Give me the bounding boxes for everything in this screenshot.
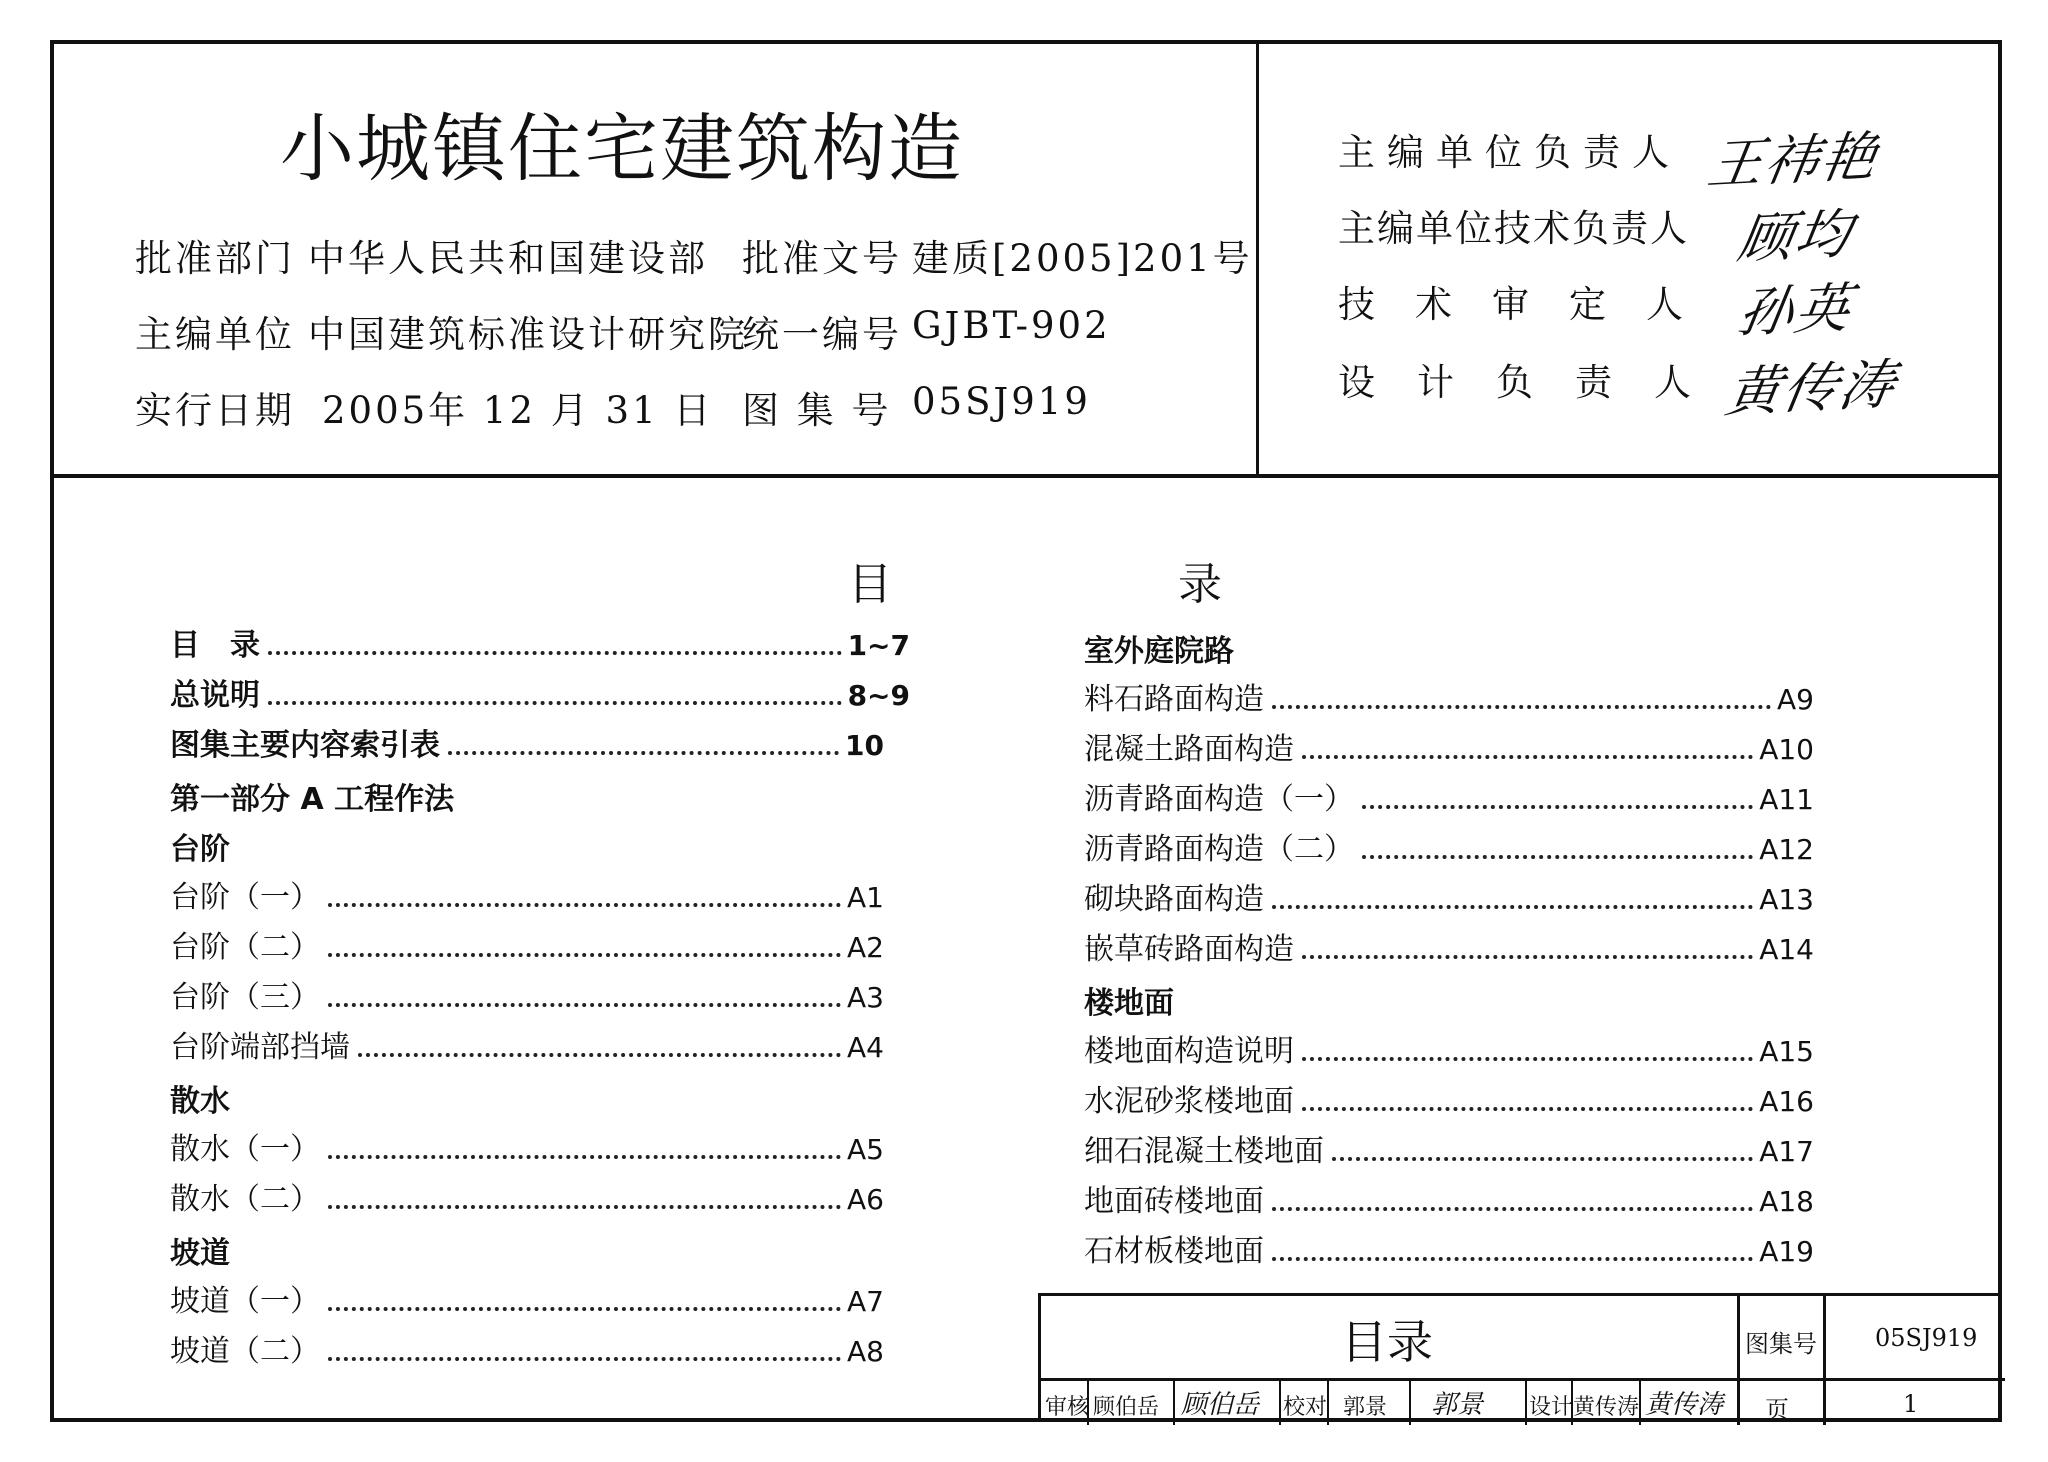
approval-dept-value: 中华人民共和国建设部 [308,237,708,280]
cell-divider [1173,1378,1175,1425]
leader-dots [358,1053,841,1057]
toc-entry-page: A13 [1759,883,1814,916]
toc-entry-page: A3 [847,981,884,1014]
leader-dots [328,1357,841,1361]
editor-unit-value: 中国建筑标准设计研究院 [308,313,748,356]
toc-entry[interactable] [170,872,884,916]
chief-unit-head-label: 主编单位负责人 [1338,131,1681,174]
toc-entry[interactable] [170,670,910,714]
toc-heading-right: 录 [1178,559,1222,610]
toc-entry[interactable] [1084,1126,1814,1170]
title-block-col-divider [1823,1296,1826,1425]
atlas-value: 05SJ919 [1875,1324,1978,1352]
design-head-label: 设计负责人 [1338,361,1733,404]
toc-entry-page: A6 [847,1183,884,1216]
toc-entry-label: 砌块路面构造 [1084,882,1264,917]
toc-section: 室外庭院路 [1084,634,1234,669]
leader-dots [328,953,841,957]
toc-entry-label: 坡道（二） [170,1334,320,1369]
toc-entry[interactable] [1084,774,1814,818]
reviewer-signature: 顾伯岳 [1181,1390,1260,1420]
signature-tech-approver: 孙英 [1733,276,1857,345]
toc-entry-page: A8 [847,1335,884,1368]
checker-signature: 郭景 [1431,1390,1484,1420]
signature-chief-unit-head: 王祎艳 [1703,124,1884,197]
toc-entry-page: A11 [1759,783,1814,816]
title-block-name: 目录 [1341,1315,1433,1369]
toc-entry-page: A18 [1759,1185,1814,1218]
page-value: 1 [1903,1390,1919,1418]
toc-entry-page: 10 [845,729,884,762]
leader-dots [1272,1257,1753,1261]
toc-entry[interactable] [1084,924,1814,968]
toc-entry-page: A15 [1759,1035,1814,1068]
toc-entry-label: 台阶端部挡墙 [170,1030,350,1065]
toc-entry-page: A14 [1759,933,1814,966]
leader-dots [268,701,842,705]
unified-number-value: GJBT-902 [912,304,1111,347]
checker-name: 郭景 [1343,1395,1388,1420]
toc-entry[interactable] [1084,1076,1814,1120]
designer-name: 黄传涛 [1573,1395,1640,1420]
check-label: 校对 [1283,1395,1328,1420]
toc-entry-page: A17 [1759,1135,1814,1168]
toc-entry-label: 细石混凝土楼地面 [1084,1134,1324,1169]
toc-section: 坡道 [170,1236,230,1271]
toc-entry[interactable] [1084,1176,1814,1220]
header-vertical-divider [1256,40,1259,476]
toc-entry-label: 台阶（三） [170,980,320,1015]
toc-entry-label: 总说明 [170,678,260,713]
toc-entry-label: 沥青路面构造（一） [1084,782,1354,817]
approval-number-value: 建质[2005]201号 [912,237,1253,280]
toc-entry[interactable] [1084,1226,1814,1270]
cell-divider [1409,1378,1411,1425]
leader-dots [328,1155,841,1159]
leader-dots [1362,805,1753,809]
toc-entry[interactable] [170,1276,884,1320]
unified-number-label: 统一编号 [742,313,902,356]
toc-entry-page: A5 [847,1133,884,1166]
leader-dots [328,1003,841,1007]
toc-entry[interactable] [170,720,884,764]
toc-entry-label: 目 录 [170,628,260,663]
toc-entry-label: 散水（一） [170,1132,320,1167]
toc-entry-label: 地面砖楼地面 [1084,1184,1264,1219]
toc-entry-page: A10 [1759,733,1814,766]
toc-section: 散水 [170,1084,230,1119]
cell-divider [1525,1378,1527,1425]
toc-entry[interactable] [170,620,910,664]
leader-dots [1362,855,1753,859]
toc-entry-page: A7 [847,1285,884,1318]
effective-date-label: 实行日期 [135,389,295,432]
reviewer-name: 顾伯岳 [1093,1395,1160,1420]
toc-entry-label: 散水（二） [170,1182,320,1217]
toc-entry-label: 料石路面构造 [1084,682,1264,717]
editor-unit-label: 主编单位 [135,313,295,356]
header-divider [50,474,2002,478]
toc-entry[interactable] [1084,874,1814,918]
toc-entry-page: A4 [847,1031,884,1064]
cell-divider [1327,1378,1329,1425]
toc-entry-page: 8~9 [847,679,910,712]
leader-dots [1272,705,1771,709]
leader-dots [1302,1107,1753,1111]
toc-entry-label: 坡道（一） [170,1284,320,1319]
toc-entry-page: A16 [1759,1085,1814,1118]
toc-section: 第一部分 A 工程作法 [170,782,455,817]
toc-entry[interactable] [170,1124,884,1168]
toc-entry[interactable] [1084,1026,1814,1070]
toc-entry[interactable] [170,972,884,1016]
toc-entry-page: A1 [847,881,884,914]
toc-entry-label: 楼地面构造说明 [1084,1034,1294,1069]
toc-entry-label: 混凝土路面构造 [1084,732,1294,767]
cell-divider [1639,1378,1641,1425]
page-label: 页 [1765,1396,1789,1424]
effective-date-value: 2005年 12 月 31 日 [322,389,714,432]
toc-heading-left: 目 [848,559,892,610]
toc-entry[interactable] [1084,824,1814,868]
chief-unit-tech-head-label: 主编单位技术负责人 [1338,207,1689,250]
toc-entry[interactable] [1084,674,1814,718]
toc-entry-label: 嵌草砖路面构造 [1084,932,1294,967]
toc-entry-label: 水泥砂浆楼地面 [1084,1084,1294,1119]
toc-entry-label: 台阶（二） [170,930,320,965]
designer-signature: 黄传涛 [1645,1390,1724,1420]
toc-entry[interactable] [170,1326,884,1370]
approval-dept-label: 批准部门 [135,237,295,280]
leader-dots [448,751,839,755]
title-block-row-divider [1041,1378,2005,1381]
toc-entry-page: 1~7 [847,629,910,662]
atlas-number-value: 05SJ919 [912,380,1091,423]
leader-dots [1302,755,1753,759]
leader-dots [1332,1157,1753,1161]
atlas-number-label: 图 集 号 [742,389,892,432]
toc-entry-page: A12 [1759,833,1814,866]
atlas-label: 图集号 [1745,1330,1817,1358]
toc-entry[interactable] [1084,724,1814,768]
toc-section: 台阶 [170,832,230,867]
document-title: 小城镇住宅建筑构造 [280,106,964,192]
design-label: 设计 [1529,1395,1574,1420]
toc-entry-label: 沥青路面构造（二） [1084,832,1354,867]
review-label: 审核 [1045,1395,1090,1420]
signature-tech-head: 顾均 [1733,202,1857,271]
toc-entry-page: A19 [1759,1235,1814,1268]
toc-entry[interactable] [170,922,884,966]
leader-dots [1302,955,1753,959]
signature-design-head: 黄传涛 [1721,352,1902,425]
toc-entry-page: A9 [1777,683,1814,716]
toc-entry-label: 台阶（一） [170,880,320,915]
leader-dots [328,1205,841,1209]
leader-dots [268,651,842,655]
title-block [1038,1293,2002,1422]
cell-divider [1279,1378,1281,1425]
leader-dots [328,903,841,907]
toc-section: 楼地面 [1084,986,1174,1021]
toc-entry-label: 石材板楼地面 [1084,1234,1264,1269]
toc-entry-label: 图集主要内容索引表 [170,728,440,763]
leader-dots [1272,905,1753,909]
toc-entry[interactable] [170,1022,884,1066]
toc-entry-page: A2 [847,931,884,964]
leader-dots [328,1307,841,1311]
leader-dots [1302,1057,1753,1061]
leader-dots [1272,1207,1753,1211]
approval-number-label: 批准文号 [742,237,902,280]
tech-approver-label: 技术审定人 [1338,283,1723,326]
toc-entry[interactable] [170,1174,884,1218]
title-block-col-divider [1737,1296,1740,1425]
